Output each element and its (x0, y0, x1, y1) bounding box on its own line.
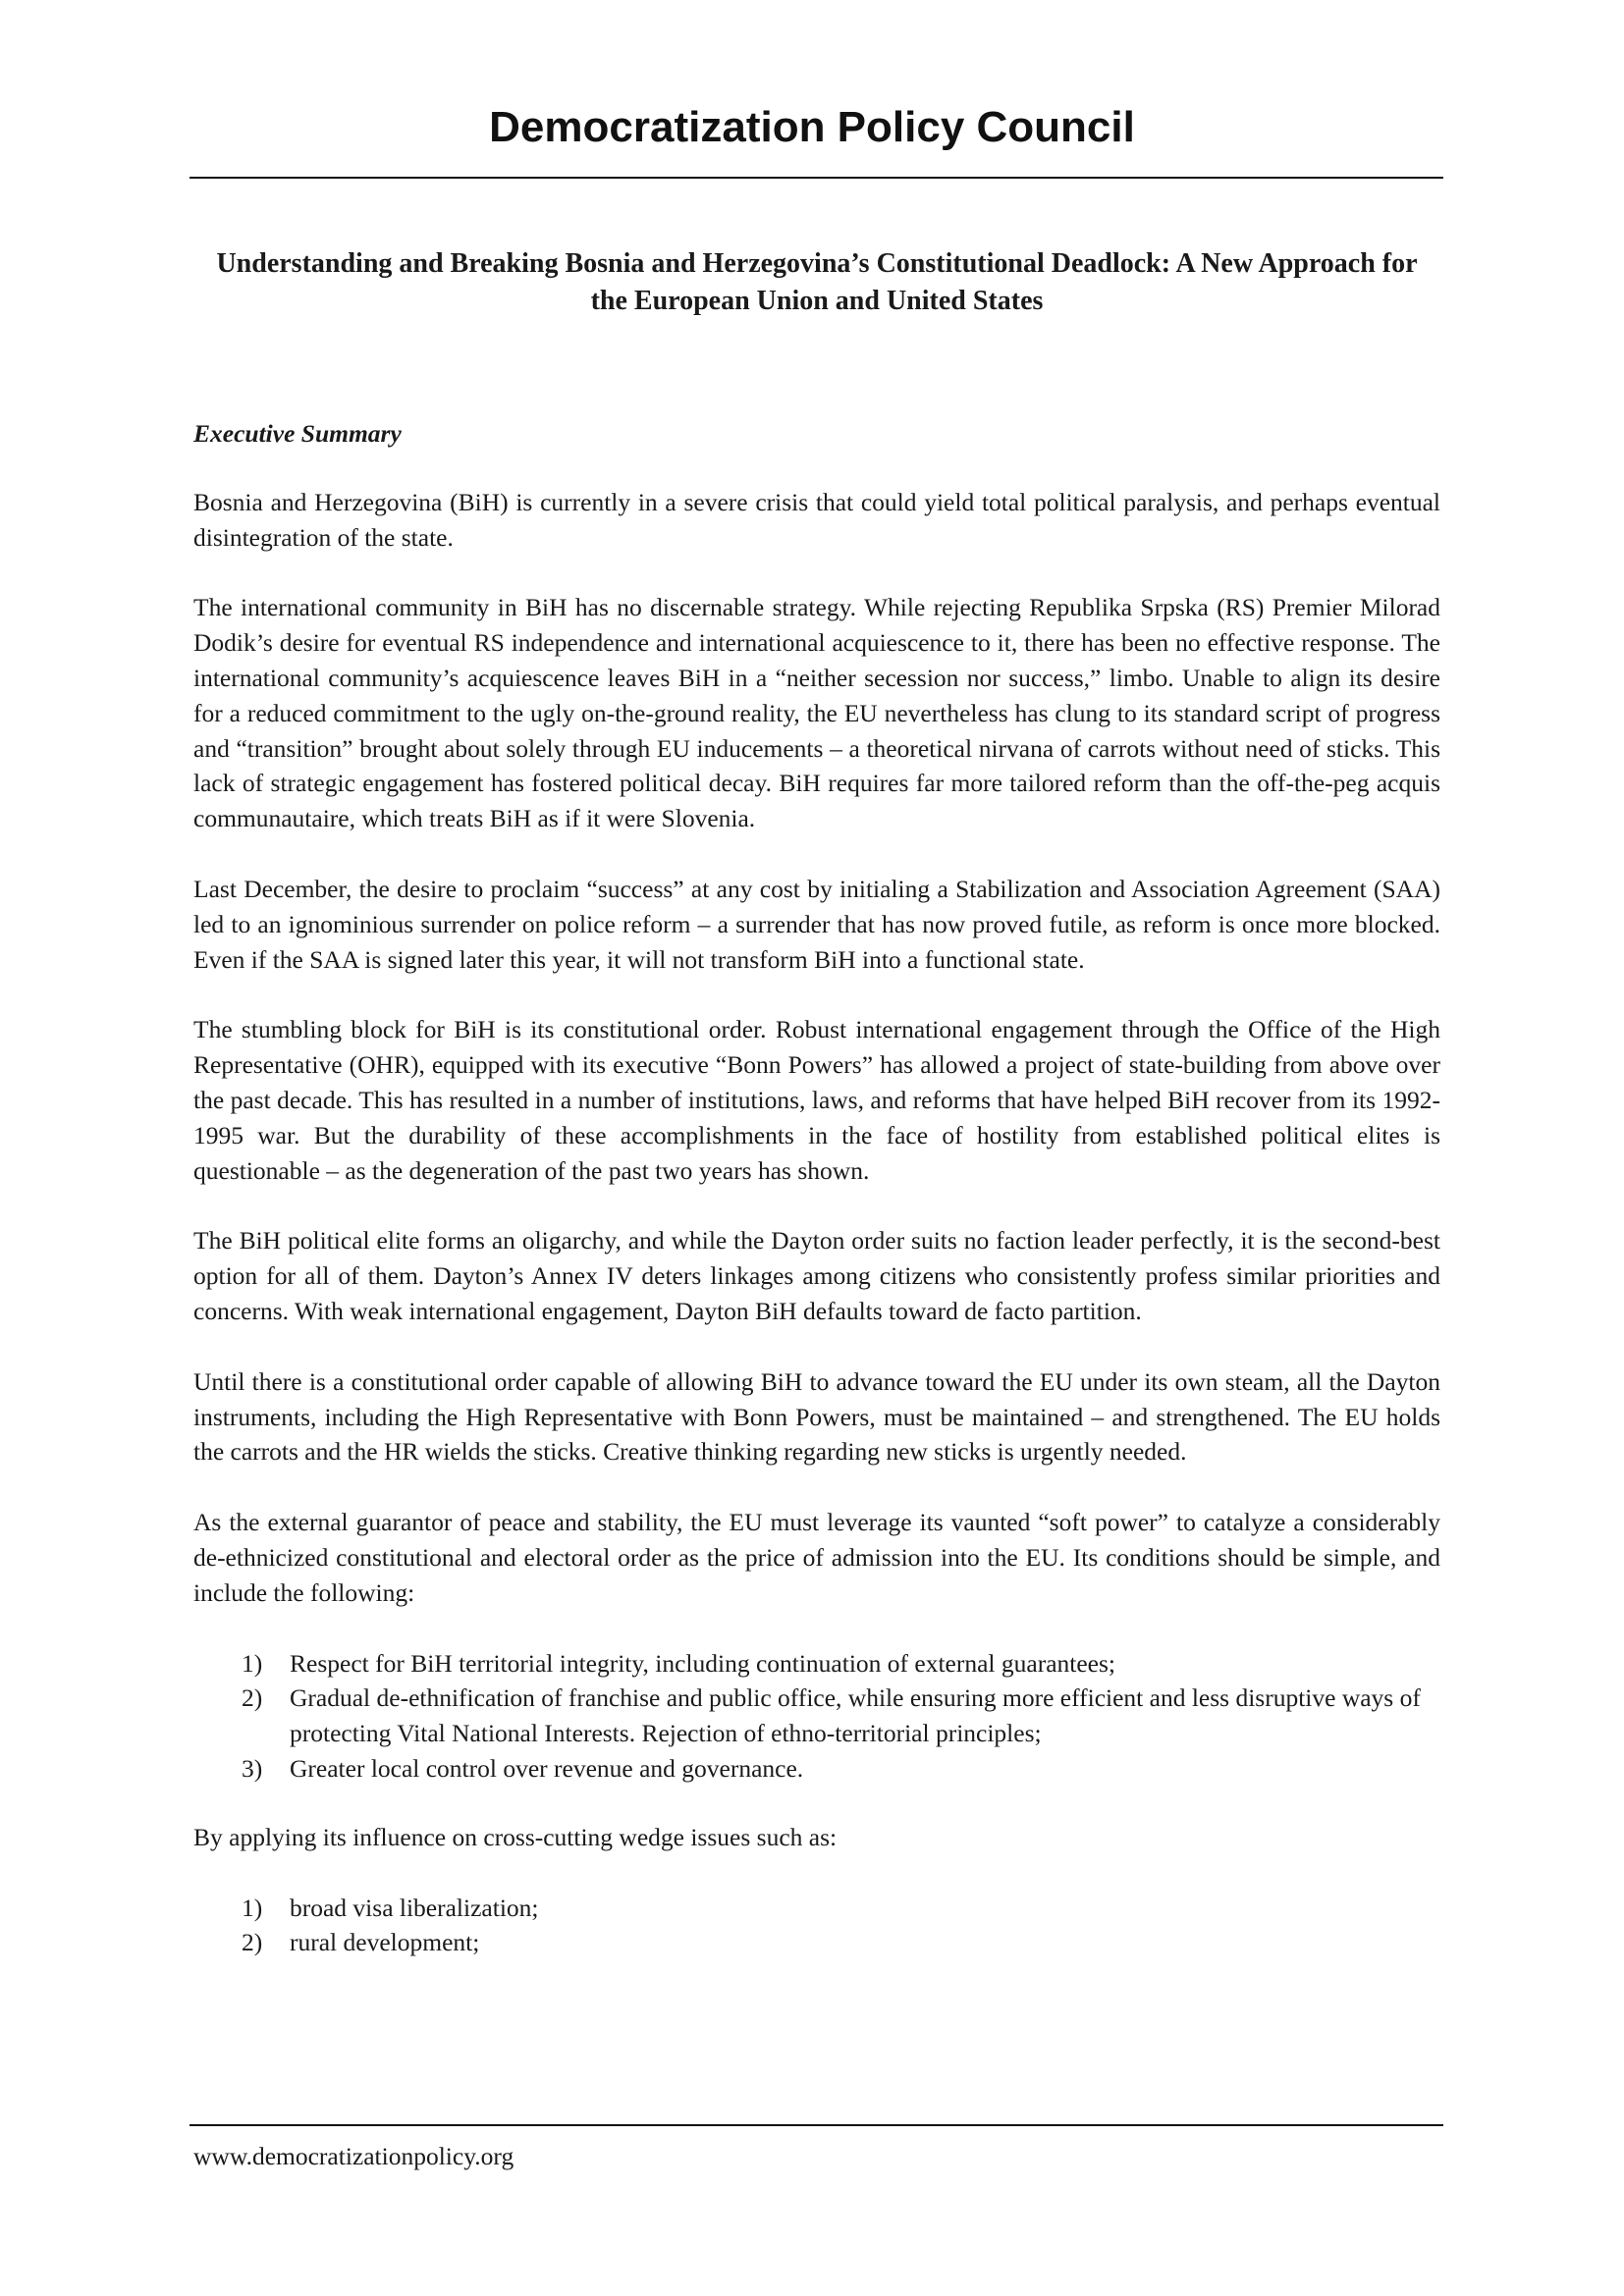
paragraph: As the external guarantor of peace and stability, the EU must leverage its vaunted “soft power” to catalyze a considerably de-ethnicized constitutional and electoral order as the price of admission into the EU. Its conditions should be simple, and include the following: (193, 1508, 1440, 1607)
paragraph: Until there is a constitutional order capable of allowing BiH to advance toward the EU under its own steam, all the Dayton instruments, including the High Representative with Bonn Powers, must be maintained – and strengthened. The EU holds the carrots and the HR wields the sticks. Creative thinking regarding new sticks is urgently needed. (193, 1366, 1440, 1467)
paragraph: By applying its influence on cross-cutting wedge issues such as: (193, 1822, 838, 1851)
list-item (193, 1681, 1440, 1751)
paragraph: Bosnia and Herzegovina (BiH) is currently in a severe crisis that could yield total political paralysis, and perhaps eventual disintegration of the state. (193, 487, 1440, 552)
document-body (193, 245, 1440, 1994)
org-header-title: Democratization Policy Council (489, 103, 1135, 151)
list-item-number: 1) (242, 1893, 263, 1922)
list-item-text: Gradual de-ethnification of franchise and public office, while ensuring more efficient and less disruptive ways of protecting Vital National Interests. Rejection of ethno-territorial principles; (290, 1683, 1421, 1748)
footer-rule (189, 2124, 1443, 2126)
list-item (193, 1925, 1440, 1960)
list-item-text: broad visa liberalization; (290, 1893, 539, 1922)
list-item-number: 3) (242, 1753, 263, 1783)
paragraph: The stumbling block for BiH is its constitutional order. Robust international engagement through the Office of the High Representative (OHR), equipped with its executive “Bonn Powers” has allowed a project of state-building from above over the past decade. This has resulted in a number of institutions, laws, and reforms that have helped BiH recover from its 1992-1995 war. But the durability of these accomplishments in the face of hostility from established political elites is questionable – as the degeneration of the past two years has shown. (193, 1015, 1440, 1185)
paragraph: The international community in BiH has no discernable strategy. While rejecting Republika Srpska (RS) Premier Milorad Dodik’s desire for eventual RS independence and international acquiescence to it, there has been no effective response. The international community’s acquiescence leaves BiH in a “neither secession nor success,” limbo. Unable to align its desire for a reduced commitment to the ugly on-the-ground reality, the EU nevertheless has clung to its standard script of progress and “transition” brought about solely through EU inducements – a theoretical nirvana of carrots without need of sticks. This lack of strategic engagement has fostered political decay. BiH requires far more tailored reform than the off-the-peg acquis communautaire, which treats BiH as if it were Slovenia. (193, 593, 1440, 833)
list-item-number: 2) (242, 1683, 263, 1713)
list-item-text: rural development; (290, 1928, 480, 1957)
footer-website-link[interactable]: www.democratizationpolicy.org (193, 2142, 514, 2170)
list-item-number: 1) (242, 1648, 263, 1678)
list-item-number: 2) (242, 1928, 263, 1957)
list-item (193, 1646, 1440, 1682)
paragraph: Last December, the desire to proclaim “success” at any cost by initialing a Stabilization and Association Agreement (SAA) led to an ignominious surrender on police reform – a surrender that has now proved futile, as reform is once more blocked. Even if the SAA is signed later this year, it will not transform BiH into a functional state. (193, 874, 1440, 974)
list-item (193, 1891, 1440, 1926)
section-heading: Executive Summary (193, 419, 402, 448)
header-rule (189, 177, 1443, 179)
wedge-issues-list (193, 1891, 1440, 1961)
paragraph: The BiH political elite forms an oligarchy, and while the Dayton order suits no faction leader perfectly, it is the second-best option for all of them. Dayton’s Annex IV deters linkages among citizens who consistently profess similar priorities and concerns. With weak international engagement, Dayton BiH defaults toward de facto partition. (193, 1226, 1440, 1325)
list-item-text: Greater local control over revenue and governance. (290, 1753, 804, 1783)
conditions-list (193, 1646, 1440, 1787)
document-title: Understanding and Breaking Bosnia and Herzegovina’s Constitutional Deadlock: A New Approach for the European Union and United States (216, 248, 1418, 316)
list-item (193, 1751, 1440, 1787)
list-item-text: Respect for BiH territorial integrity, including continuation of external guarantees; (290, 1648, 1116, 1678)
